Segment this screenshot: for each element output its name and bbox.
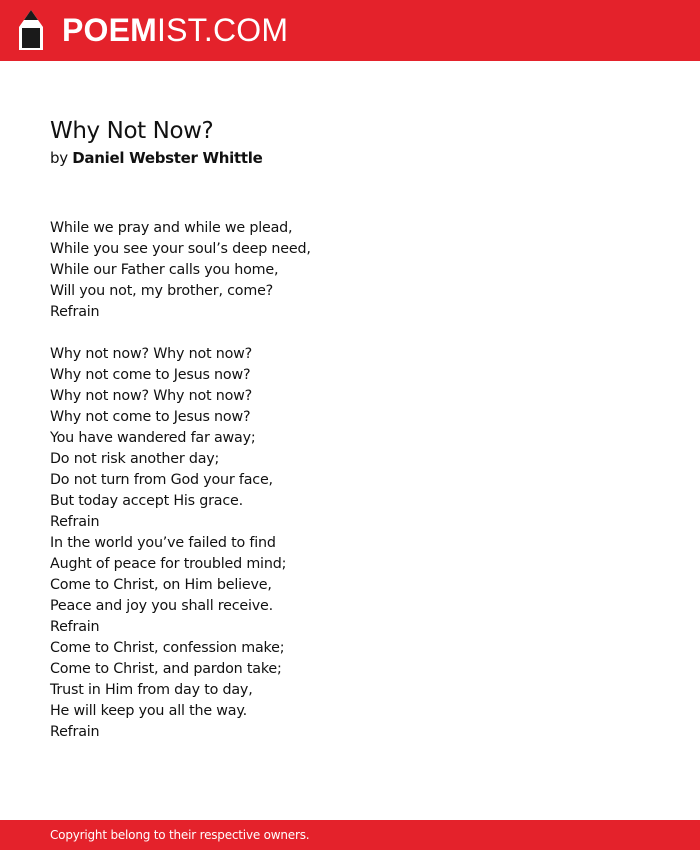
poem-line: Come to Christ, on Him believe, — [50, 577, 272, 593]
poem-line: Refrain — [50, 304, 100, 320]
poem-line: Why not now? Why not now? — [50, 388, 253, 404]
pencil-icon[interactable] — [17, 9, 45, 51]
copyright-text: Copyright belong to their respective owners. — [50, 828, 310, 842]
poem-line: Refrain — [50, 514, 100, 530]
poem-line: Do not turn from God your face, — [50, 472, 273, 488]
poem-line: He will keep you all the way. — [50, 703, 247, 719]
site-logo[interactable] — [62, 11, 288, 49]
poem-line: Do not risk another day; — [50, 451, 220, 467]
site-header — [0, 0, 700, 61]
poem-line: You have wandered far away; — [50, 430, 256, 446]
logo-bold-text: POEM — [62, 12, 158, 48]
poem-line: While our Father calls you home, — [50, 262, 279, 278]
poem-line: In the world you’ve failed to find — [50, 535, 276, 551]
poem-line: Why not come to Jesus now? — [50, 367, 251, 383]
poem-body — [50, 218, 311, 743]
poem-line: Come to Christ, and pardon take; — [50, 661, 282, 677]
poem-author: Daniel Webster Whittle — [72, 149, 263, 167]
poem-line: Trust in Him from day to day, — [50, 682, 253, 698]
by-label: by — [50, 149, 68, 167]
poem-line: Will you not, my brother, come? — [50, 283, 274, 299]
logo-light-text: IST.COM — [157, 12, 289, 48]
poem-line: Refrain — [50, 619, 100, 635]
poem-line: But today accept His grace. — [50, 493, 243, 509]
poem-line: Refrain — [50, 724, 100, 740]
stanza-break — [50, 323, 311, 344]
site-footer — [0, 820, 700, 850]
poem-line: While we pray and while we plead, — [50, 220, 293, 236]
poem-line: While you see your soul’s deep need, — [50, 241, 311, 257]
poem-line: Peace and joy you shall receive. — [50, 598, 273, 614]
poem-line: Aught of peace for troubled mind; — [50, 556, 287, 572]
poem-line: Why not now? Why not now? — [50, 346, 253, 362]
poem-line: Why not come to Jesus now? — [50, 409, 251, 425]
poem-line: Come to Christ, confession make; — [50, 640, 285, 656]
poem-byline — [50, 148, 262, 168]
poem-title: Why Not Now? — [50, 118, 214, 144]
